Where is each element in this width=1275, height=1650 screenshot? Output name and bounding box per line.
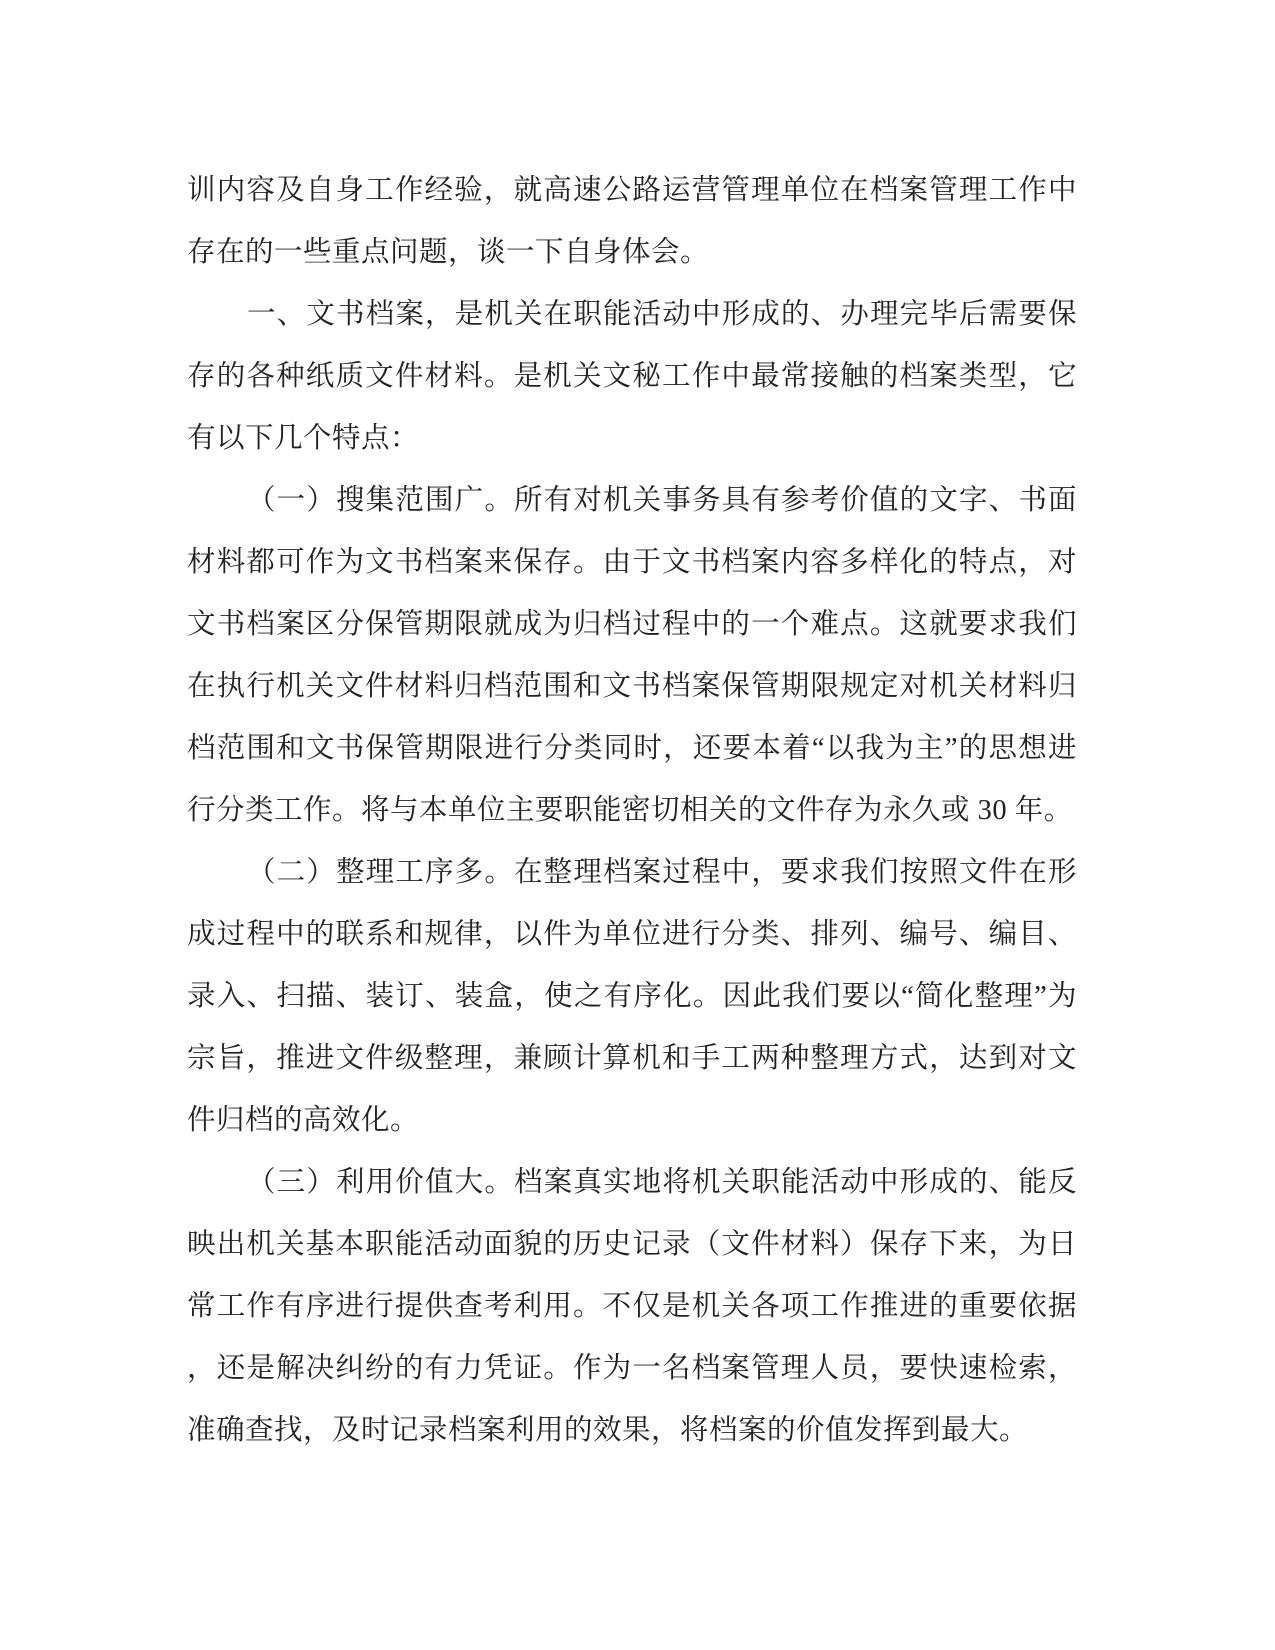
- text-line: 存在的一些重点问题，谈一下自身体会。: [187, 237, 710, 268]
- text-line: 行分类工作。将与本单位主要职能密切相关的文件存为永久或 30 年。: [187, 795, 1073, 826]
- text-line: （三）利用价值大。档案真实地将机关职能活动中形成的、能反: [247, 1167, 1077, 1198]
- text-line: 准确查找，及时记录档案利用的效果，将档案的价值发挥到最大。: [187, 1415, 1029, 1446]
- text-line: 映出机关基本职能活动面貌的历史记录（文件材料）保存下来，为日: [187, 1229, 1077, 1260]
- text-line: （一）搜集范围广。所有对机关事务具有参考价值的文字、书面: [247, 485, 1077, 516]
- text-line: 材料都可作为文书档案来保存。由于文书档案内容多样化的特点，对: [187, 547, 1077, 578]
- text-line: 件归档的高效化。: [187, 1105, 420, 1136]
- text-line: 在执行机关文件材料归档范围和文书档案保管期限规定对机关材料归: [187, 671, 1077, 702]
- document-text-block: [187, 160, 1077, 1462]
- text-line: 训内容及自身工作经验，就高速公路运营管理单位在档案管理工作中: [187, 175, 1077, 206]
- text-line: 有以下几个特点：: [187, 423, 420, 454]
- text-line: 一、文书档案，是机关在职能活动中形成的、办理完毕后需要保: [247, 299, 1077, 330]
- text-line: （二）整理工序多。在整理档案过程中，要求我们按照文件在形: [247, 857, 1077, 888]
- text-line: 文书档案区分保管期限就成为归档过程中的一个难点。这就要求我们: [187, 609, 1077, 640]
- text-line: 常工作有序进行提供查考利用。不仅是机关各项工作推进的重要依据: [187, 1291, 1077, 1322]
- text-line: 存的各种纸质文件材料。是机关文秘工作中最常接触的档案类型，它: [187, 361, 1077, 392]
- text-line: ，还是解决纠纷的有力凭证。作为一名档案管理人员，要快速检索，: [187, 1353, 1077, 1384]
- text-line: 录入、扫描、装订、装盒，使之有序化。因此我们要以“简化整理”为: [187, 981, 1077, 1012]
- text-line: 宗旨，推进文件级整理，兼顾计算机和手工两种整理方式，达到对文: [187, 1043, 1077, 1074]
- text-line: 成过程中的联系和规律，以件为单位进行分类、排列、编号、编目、: [187, 919, 1077, 950]
- text-line: 档范围和文书保管期限进行分类同时，还要本着“以我为主”的思想进: [187, 733, 1077, 764]
